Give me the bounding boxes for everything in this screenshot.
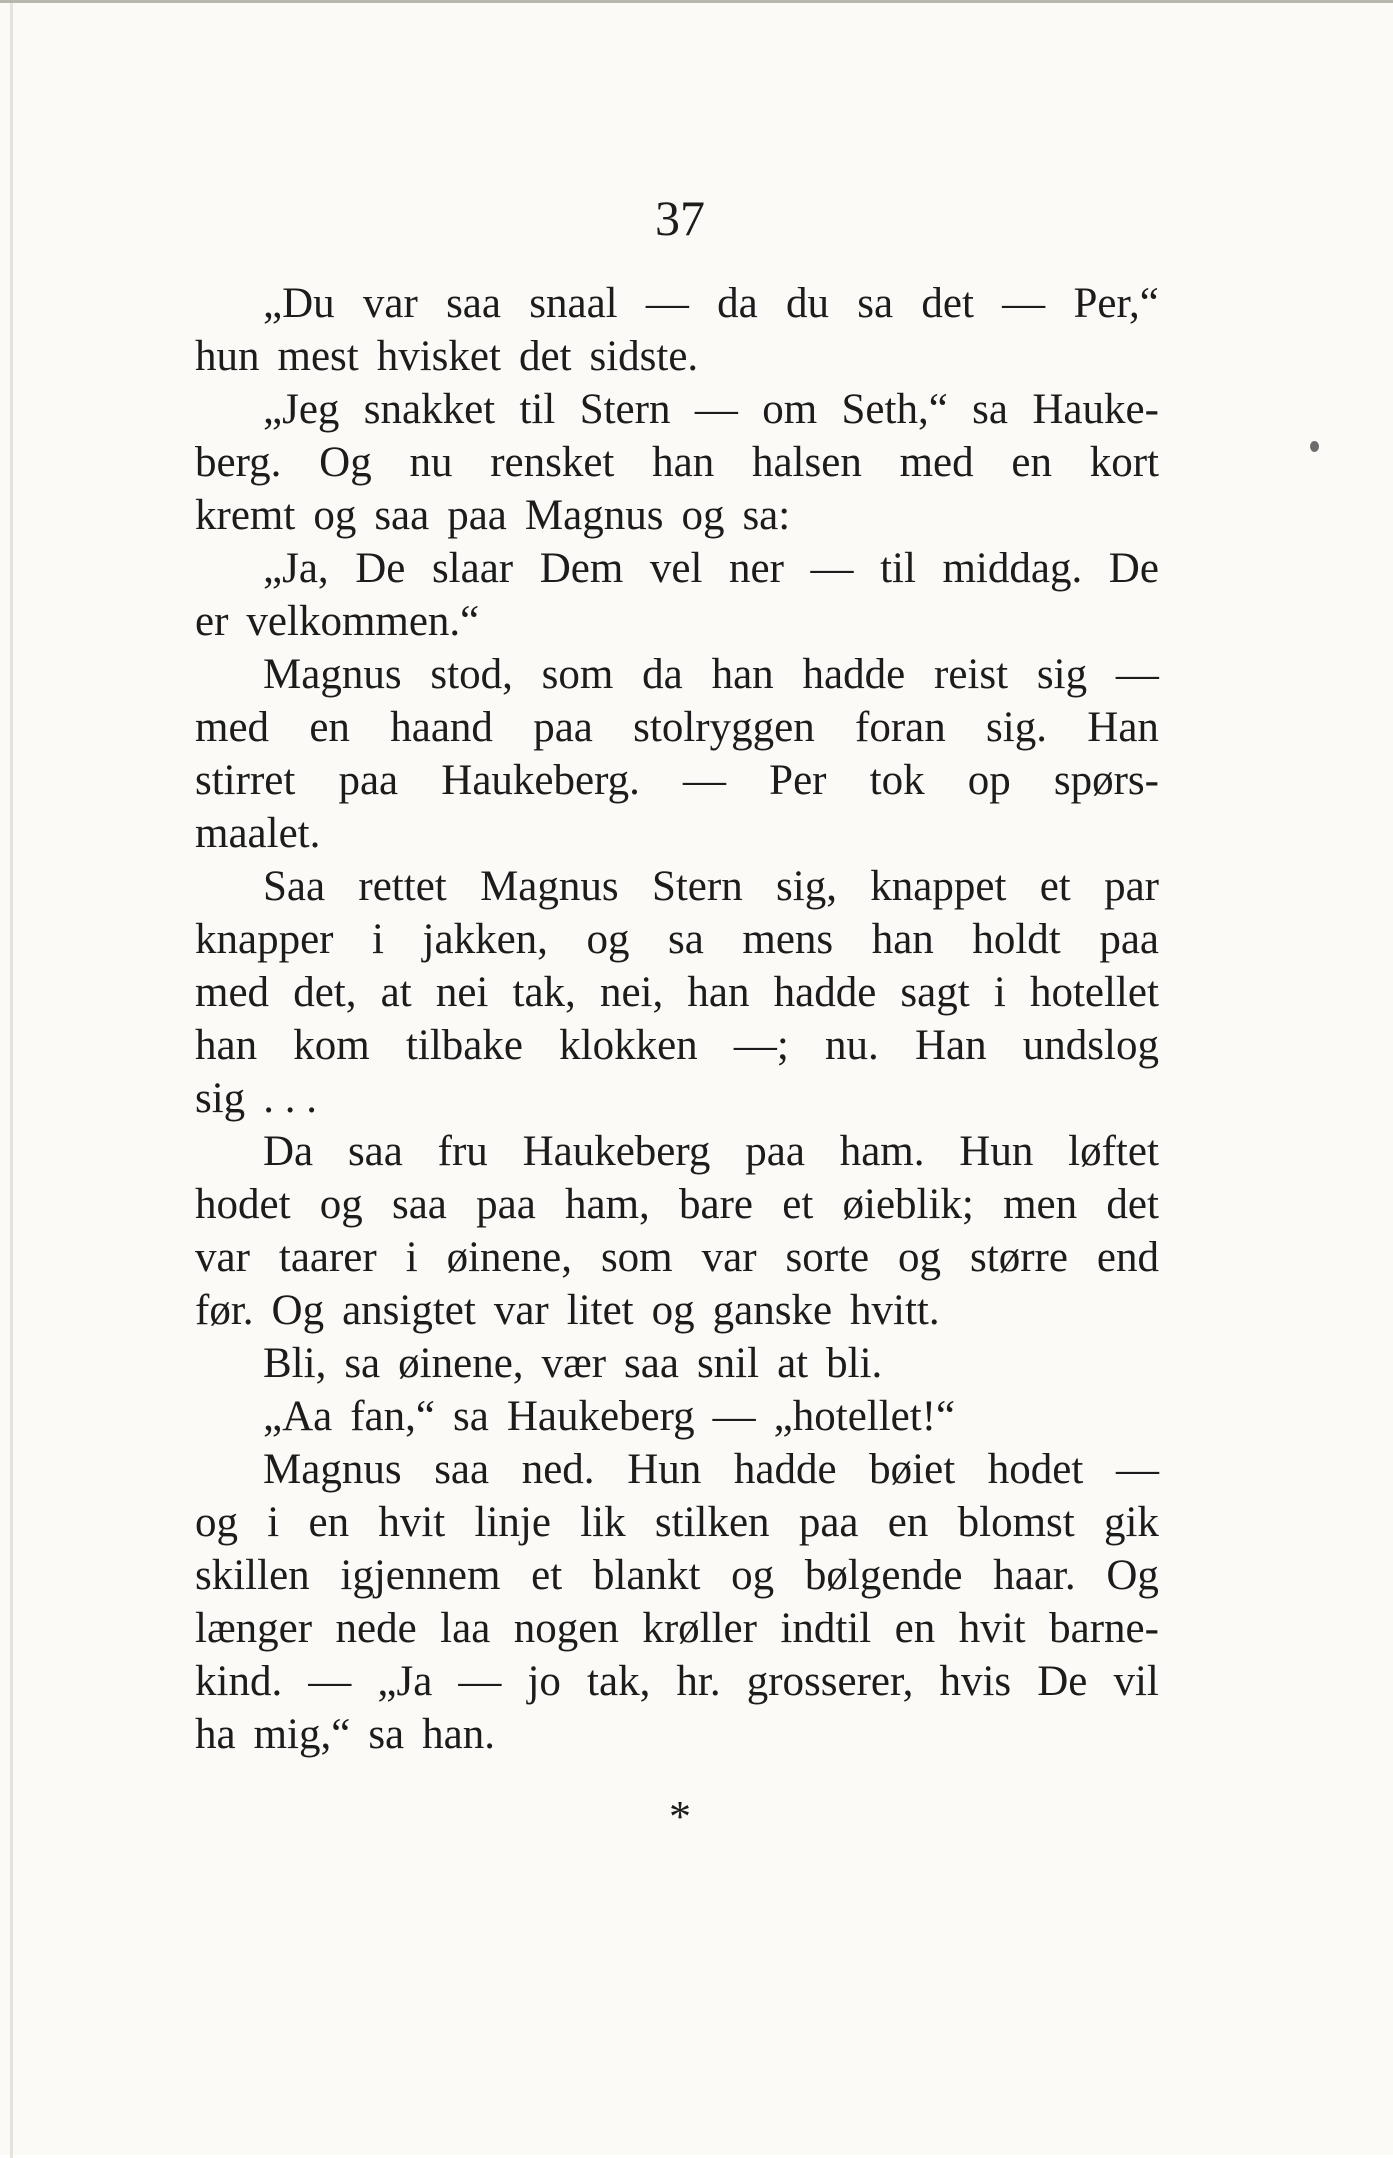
text-line — [195, 648, 1159, 701]
word: vær — [541, 1340, 607, 1387]
word: ansigtet — [342, 1287, 476, 1334]
word: jakken, — [422, 916, 548, 963]
word: hodet — [987, 1446, 1084, 1493]
word: med — [899, 439, 974, 486]
word: Saa — [263, 863, 326, 910]
word: længer — [195, 1605, 313, 1652]
word: Stern — [579, 386, 671, 433]
text-line — [195, 1178, 1159, 1231]
word: berg. — [195, 439, 282, 486]
word: mens — [742, 916, 834, 963]
body-text — [195, 277, 1159, 1761]
word: hvis — [939, 1658, 1012, 1705]
word: paa — [476, 1181, 536, 1228]
word: sa — [344, 1340, 381, 1387]
word: i — [267, 1499, 280, 1546]
word: lik — [580, 1499, 626, 1546]
text-line — [195, 807, 1159, 860]
word: snil — [696, 1340, 760, 1387]
word: — — [683, 757, 727, 804]
word: øinene, — [446, 1234, 572, 1281]
word: stilken — [654, 1499, 770, 1546]
word: og — [195, 1499, 238, 1546]
margin-ink-mark — [1310, 441, 1319, 452]
word: det — [921, 280, 974, 327]
word: en — [309, 704, 350, 751]
word: hvitt. — [850, 1287, 940, 1334]
word: jo — [527, 1658, 561, 1705]
word: han — [195, 1022, 258, 1069]
word: mig,“ — [253, 1711, 351, 1758]
text-line — [195, 489, 1159, 542]
word: sig — [1036, 651, 1088, 698]
word: hvit — [958, 1605, 1026, 1652]
word: sig. — [986, 704, 1047, 751]
word: snakket — [363, 386, 496, 433]
word: hadde — [802, 651, 906, 698]
word: en — [887, 1499, 929, 1546]
word: grosserer, — [746, 1658, 914, 1705]
word: nu. — [825, 1022, 879, 1069]
word: klokken — [559, 1022, 698, 1069]
word: haar. — [993, 1552, 1076, 1599]
text-line — [195, 1019, 1159, 1072]
word: til — [519, 386, 556, 433]
word: taarer — [278, 1234, 377, 1281]
text-line — [195, 1390, 1159, 1443]
word: var — [701, 1234, 757, 1281]
word: hodet — [195, 1181, 291, 1228]
word: bøiet — [869, 1446, 956, 1493]
word: skillen — [195, 1552, 310, 1599]
word: hadde — [733, 1446, 837, 1493]
word: saa — [374, 492, 430, 539]
word: haand — [390, 704, 493, 751]
word: saa — [624, 1340, 679, 1387]
word: øinene, — [398, 1340, 524, 1387]
word: igjennem — [340, 1552, 501, 1599]
word: det — [518, 333, 572, 380]
word: bli. — [826, 1340, 883, 1387]
word: hvisket — [376, 333, 501, 380]
word: sa — [972, 386, 1008, 433]
word: velkommen.“ — [246, 598, 480, 645]
word: ganske — [712, 1287, 833, 1334]
word: kremt — [195, 492, 296, 539]
word: Stern — [651, 863, 743, 910]
word: og — [651, 1287, 695, 1334]
word: saa — [391, 1181, 447, 1228]
word: større — [970, 1234, 1068, 1281]
word: tok — [869, 757, 925, 804]
word: var — [195, 1234, 250, 1281]
word: var — [493, 1287, 549, 1334]
word: Hun — [959, 1128, 1034, 1175]
word: med — [195, 969, 270, 1016]
word: ham. — [839, 1128, 925, 1175]
word: i — [993, 969, 1006, 1016]
word: og — [319, 1181, 363, 1228]
word: blankt — [592, 1552, 701, 1599]
word: men — [1003, 1181, 1078, 1228]
text-line — [195, 330, 1159, 383]
text-line — [195, 1549, 1159, 1602]
word: sorte — [785, 1234, 870, 1281]
word: han. — [422, 1711, 495, 1758]
word: Og — [1106, 1552, 1159, 1599]
word: paa — [1099, 916, 1159, 963]
word: da — [642, 651, 683, 698]
word: Magnus — [480, 863, 619, 910]
text-line — [195, 1337, 1159, 1390]
section-break-asterisk: * — [669, 1792, 691, 1841]
word: De — [1108, 545, 1159, 592]
word: som — [541, 651, 614, 698]
word: „Du — [263, 280, 335, 327]
word: reist — [934, 651, 1009, 698]
text-line — [195, 1231, 1159, 1284]
word: med — [195, 704, 270, 751]
text-line — [195, 277, 1159, 330]
word: — — [1002, 280, 1046, 327]
word: laa — [440, 1605, 491, 1652]
word: holdt — [972, 916, 1061, 963]
word: var — [362, 280, 418, 327]
word: et — [1039, 863, 1071, 910]
word: De — [1037, 1658, 1088, 1705]
text-line — [195, 436, 1159, 489]
word: han — [652, 439, 715, 486]
word: sa — [452, 1393, 489, 1440]
word: i — [405, 1234, 418, 1281]
word: nede — [335, 1605, 417, 1652]
word: det, — [293, 969, 357, 1016]
word: det — [1106, 1181, 1159, 1228]
word: rensket — [490, 439, 615, 486]
word: foran — [855, 704, 946, 751]
word: barne- — [1049, 1605, 1159, 1652]
word: Magnus — [263, 651, 402, 698]
word: et — [782, 1181, 814, 1228]
word: ner — [729, 545, 784, 592]
word: Per — [769, 757, 827, 804]
word: paa — [338, 757, 399, 804]
word: hotellet — [1029, 969, 1159, 1016]
word: at — [777, 1340, 809, 1387]
word: Og — [319, 439, 372, 486]
word: vel — [649, 545, 703, 592]
word: sig — [195, 1075, 246, 1122]
word: „hotellet!“ — [773, 1393, 956, 1440]
text-line — [195, 1655, 1159, 1708]
word: og — [681, 492, 725, 539]
word: han — [687, 969, 750, 1016]
word: end — [1096, 1234, 1159, 1281]
word: sidste. — [589, 333, 699, 380]
word: Dem — [539, 545, 624, 592]
word: han — [711, 651, 774, 698]
word: — — [1115, 1446, 1159, 1493]
text-line — [195, 860, 1159, 913]
word: kom — [293, 1022, 370, 1069]
word: Og — [271, 1287, 325, 1334]
word: „Ja — [377, 1658, 433, 1705]
word: sa — [857, 280, 894, 327]
word: stirret — [195, 757, 296, 804]
word: kind. — [195, 1658, 283, 1705]
word: paa — [745, 1128, 805, 1175]
word: fru — [437, 1128, 488, 1175]
word: tilbake — [405, 1022, 523, 1069]
word: saa — [347, 1128, 403, 1175]
word: du — [786, 280, 829, 327]
text-line — [195, 1708, 1159, 1761]
word: øieblik; — [842, 1181, 974, 1228]
word: middag. — [942, 545, 1083, 592]
word: bare — [679, 1181, 754, 1228]
word: De — [355, 545, 406, 592]
word: ha — [195, 1711, 236, 1758]
word: ned. — [521, 1446, 595, 1493]
text-line — [195, 1284, 1159, 1337]
word: nogen — [513, 1605, 619, 1652]
word: nei, — [599, 969, 664, 1016]
word: Da — [263, 1128, 314, 1175]
word: før. — [195, 1287, 254, 1334]
word: sagt — [900, 969, 970, 1016]
word: — — [458, 1658, 502, 1705]
word: og — [731, 1552, 775, 1599]
word: Haukeberg — [506, 1393, 695, 1440]
text-line — [195, 595, 1159, 648]
text-line — [195, 1602, 1159, 1655]
word: kort — [1089, 439, 1159, 486]
word: vil — [1113, 1658, 1159, 1705]
word: Per,“ — [1073, 280, 1159, 327]
word: i — [372, 916, 384, 963]
word: sa — [368, 1711, 405, 1758]
word: — — [645, 280, 689, 327]
text-line — [195, 913, 1159, 966]
word: en — [894, 1605, 936, 1652]
text-line — [195, 1072, 1159, 1125]
word: spørs- — [1053, 757, 1159, 804]
word: snaal — [529, 280, 618, 327]
text-line — [195, 542, 1159, 595]
page-number: 37 — [655, 190, 705, 246]
word: slaar — [431, 545, 514, 592]
text-line — [195, 1496, 1159, 1549]
word: — — [308, 1658, 352, 1705]
word: Seth,“ — [841, 386, 948, 433]
word: indtil — [780, 1605, 872, 1652]
word: sa — [668, 916, 704, 963]
word: hr. — [676, 1658, 721, 1705]
word: han — [871, 916, 934, 963]
word: —; — [733, 1022, 789, 1069]
word: da — [717, 280, 758, 327]
word: blomst — [957, 1499, 1075, 1546]
word: om — [762, 386, 818, 433]
word: tak, — [512, 969, 576, 1016]
word: Magnus — [263, 1446, 402, 1493]
word: — — [712, 1393, 756, 1440]
word: „Jeg — [263, 386, 340, 433]
word: ham, — [565, 1181, 650, 1228]
word: et — [531, 1552, 563, 1599]
word: Hun — [627, 1446, 702, 1493]
text-line — [195, 1125, 1159, 1178]
word: hadde — [773, 969, 877, 1016]
word: sig, — [776, 863, 837, 910]
text-line — [195, 754, 1159, 807]
word: nu — [409, 439, 453, 486]
word: undslog — [1022, 1022, 1159, 1069]
word: fan,“ — [350, 1393, 435, 1440]
word: rettet — [358, 863, 447, 910]
word: en — [308, 1499, 350, 1546]
word: knappet — [870, 863, 1007, 910]
word: linje — [474, 1499, 551, 1546]
word: par — [1104, 863, 1159, 910]
word: en — [1011, 439, 1052, 486]
word: Hauke- — [1032, 386, 1159, 433]
word: Magnus — [524, 492, 664, 539]
word: er — [195, 598, 229, 645]
word: — — [810, 545, 854, 592]
text-line — [195, 1443, 1159, 1496]
word: og — [898, 1234, 942, 1281]
word: halsen — [751, 439, 862, 486]
word: og — [586, 916, 630, 963]
word: Haukeberg. — [441, 757, 640, 804]
word: paa — [447, 492, 507, 539]
word: gik — [1103, 1499, 1159, 1546]
word: stod, — [430, 651, 513, 698]
word: knapper — [195, 916, 334, 963]
word: — — [1115, 651, 1159, 698]
word: mest — [277, 333, 359, 380]
word: tak, — [587, 1658, 651, 1705]
word: som — [600, 1234, 673, 1281]
word: og — [313, 492, 357, 539]
word: „Ja, — [263, 545, 329, 592]
word: krøller — [642, 1605, 757, 1652]
word: Haukeberg — [522, 1128, 711, 1175]
word: maalet. — [195, 810, 321, 857]
word: Han — [1087, 704, 1159, 751]
word: Bli, — [263, 1340, 327, 1387]
word: op — [967, 757, 1011, 804]
word: saa — [446, 280, 501, 327]
word: løftet — [1068, 1128, 1159, 1175]
word: saa — [434, 1446, 490, 1493]
text-line — [195, 966, 1159, 1019]
text-line — [195, 383, 1159, 436]
word: „Aa — [263, 1393, 333, 1440]
word: stolryggen — [633, 704, 815, 751]
word: paa — [798, 1499, 859, 1546]
word: paa — [533, 704, 593, 751]
word: at — [380, 969, 412, 1016]
word: nei — [435, 969, 489, 1016]
word: bølgende — [804, 1552, 963, 1599]
word: hun — [195, 333, 260, 380]
word: — — [694, 386, 738, 433]
word: . . . — [263, 1075, 317, 1122]
word: litet — [566, 1287, 634, 1334]
word: til — [880, 545, 916, 592]
word: sa: — [742, 492, 791, 539]
text-line — [195, 701, 1159, 754]
word: Han — [914, 1022, 987, 1069]
word: hvit — [378, 1499, 446, 1546]
